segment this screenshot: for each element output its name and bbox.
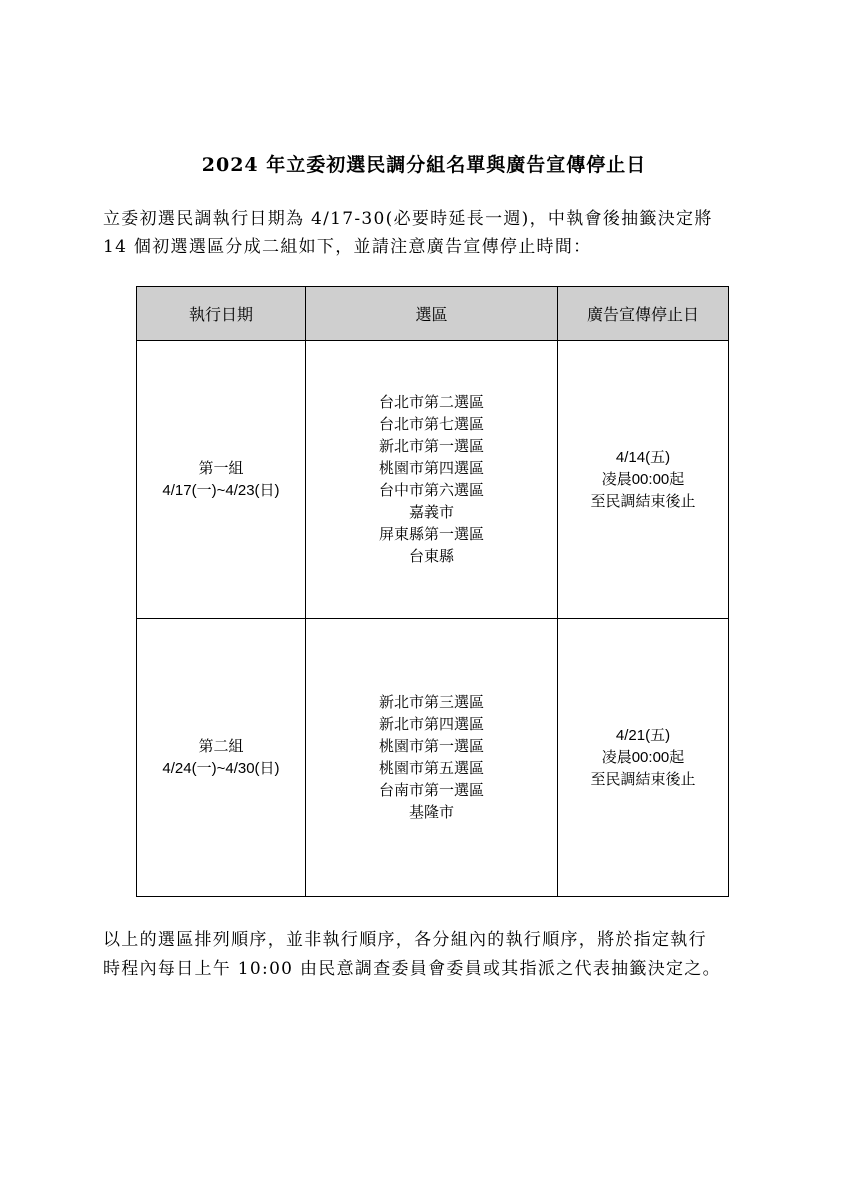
district-item: 台東縣 <box>408 547 454 565</box>
footer-note <box>103 926 773 984</box>
district-item: 桃園市第一選區 <box>378 737 484 755</box>
table-row <box>137 341 729 619</box>
district-item: 台北市第二選區 <box>378 393 484 411</box>
district-item: 新北市第三選區 <box>378 693 484 711</box>
table-row <box>137 619 729 897</box>
intro-paragraph <box>103 205 763 261</box>
group-name: 第一組 <box>198 459 244 477</box>
district-item: 台北市第七選區 <box>378 415 484 433</box>
group-dates: 4/17(一)~4/23(日) <box>162 481 280 499</box>
intro-line: 立委初選民調執行日期為 4/17-30(必要時延長一週)，中執會後抽籤決定將 <box>103 209 713 229</box>
document-title: 2024 年立委初選民調分組名單與廣告宣傳停止日 <box>201 154 647 176</box>
ad-stop-time: 凌晨00:00起 <box>601 748 685 766</box>
footer-line: 時程內每日上午 10:00 由民意調查委員會委員或其指派之代表抽籤決定之。 <box>103 959 721 979</box>
footer-line: 以上的選區排列順序，並非執行順序，各分組內的執行順序，將於指定執行 <box>103 930 707 950</box>
group-dates: 4/24(一)~4/30(日) <box>162 759 280 777</box>
ad-stop-time: 凌晨00:00起 <box>601 470 685 488</box>
intro-line: 14 個初選選區分成二組如下，並請注意廣告宣傳停止時間： <box>103 237 592 257</box>
group-cell <box>137 619 306 897</box>
district-item: 屏東縣第一選區 <box>378 525 484 543</box>
group-cell <box>137 341 306 619</box>
table-header-row <box>137 287 729 341</box>
header-district: 選區 <box>306 287 558 341</box>
district-item: 桃園市第四選區 <box>378 459 484 477</box>
schedule-table <box>136 286 729 897</box>
ad-stop-cell <box>558 619 729 897</box>
district-item: 新北市第四選區 <box>378 715 484 733</box>
group-name: 第二組 <box>198 737 244 755</box>
district-cell <box>306 619 558 897</box>
ad-stop-until: 至民調結束後止 <box>590 492 696 510</box>
ad-stop-cell <box>558 341 729 619</box>
header-ad-stop-date: 廣告宣傳停止日 <box>558 287 729 341</box>
ad-stop-date: 4/14(五) <box>615 448 671 466</box>
ad-stop-date: 4/21(五) <box>615 726 671 744</box>
district-item: 基隆市 <box>408 803 454 821</box>
district-item: 台中市第六選區 <box>378 481 484 499</box>
ad-stop-until: 至民調結束後止 <box>590 770 696 788</box>
district-cell <box>306 341 558 619</box>
header-execution-date: 執行日期 <box>137 287 306 341</box>
district-item: 台南市第一選區 <box>378 781 484 799</box>
district-item: 桃園市第五選區 <box>378 759 484 777</box>
district-item: 嘉義市 <box>408 503 454 521</box>
district-item: 新北市第一選區 <box>378 437 484 455</box>
